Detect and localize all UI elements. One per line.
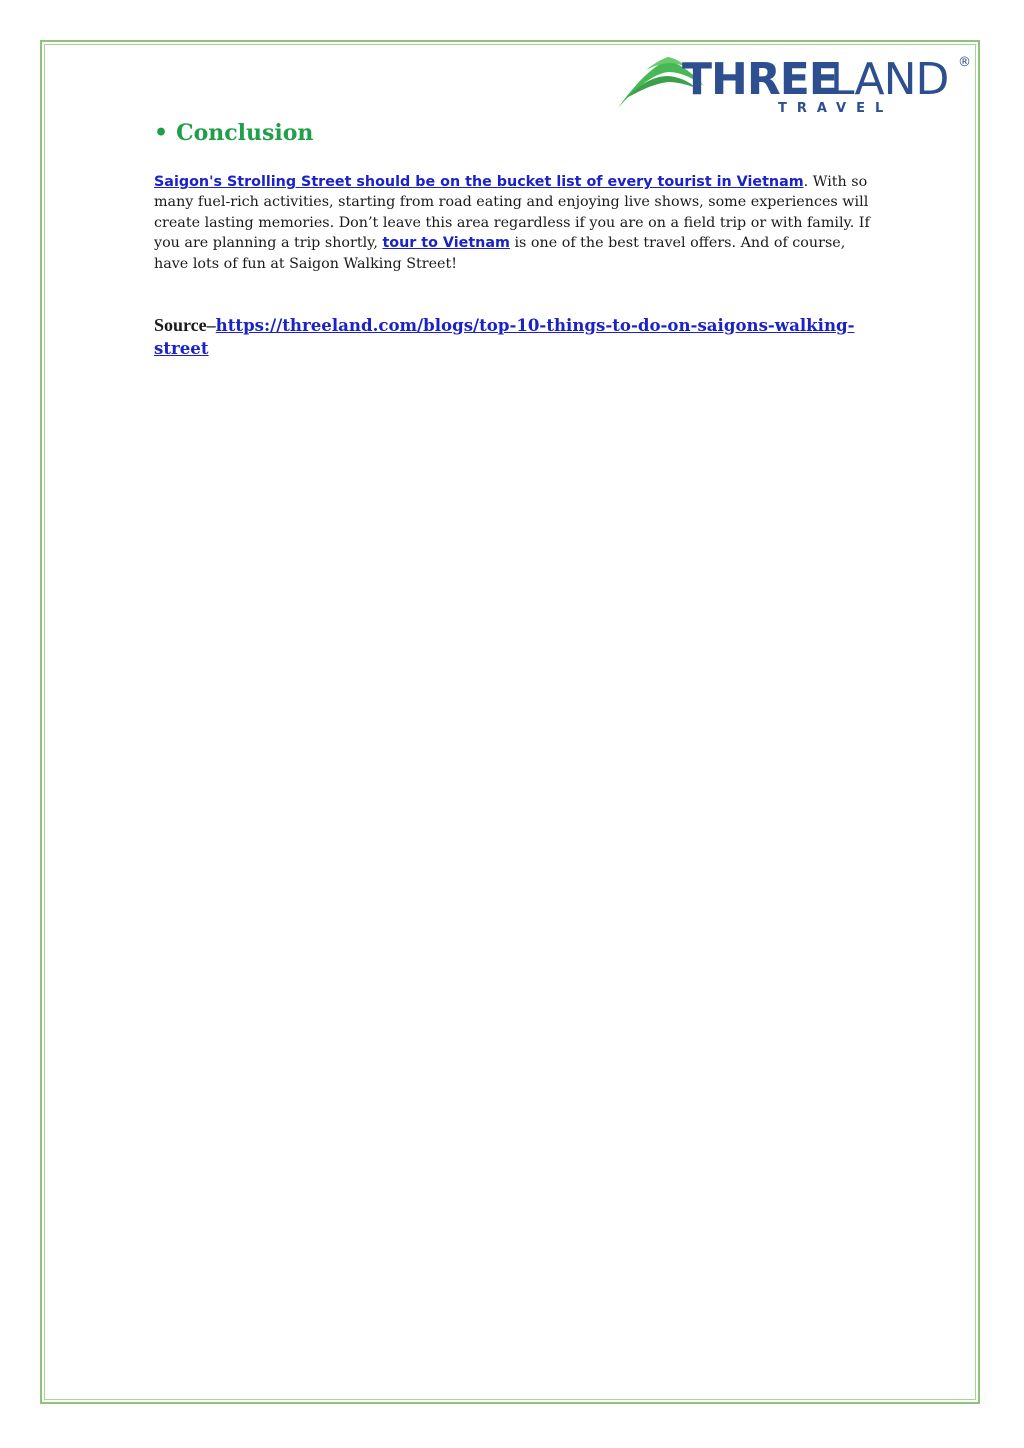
logo-brand-bold: THREE — [682, 54, 838, 105]
source-label: Source– — [154, 315, 216, 335]
source-line — [154, 314, 874, 360]
conclusion-paragraph — [154, 172, 870, 274]
paragraph-text-2: is one of the best travel offers. And of course, have lots of fun at Saigon Walking Street! — [154, 235, 846, 272]
heading-text: Conclusion — [176, 120, 314, 146]
logo-registered-mark: ® — [958, 55, 971, 70]
heading-bullet: • — [154, 120, 169, 146]
section-heading — [154, 120, 313, 146]
logo-tagline: TRAVEL — [778, 101, 894, 116]
tour-to-vietnam-link[interactable]: tour to Vietnam — [382, 235, 510, 252]
paragraph-text-1: . With so many fuel-rich activities, starting from road eating and enjoying live shows, some experiences will create lasting memories. Don’t leave this area regardless if you are on a field trip or with family. If you are planning a trip shortly, — [154, 174, 870, 252]
bucket-list-link[interactable]: Saigon's Strolling Street should be on the bucket list of every tourist in Vietnam — [154, 174, 804, 190]
source-url-link[interactable]: https://threeland.com/blogs/top-10-things-to-do-on-saigons-walking-street — [154, 315, 855, 358]
threeland-logo — [616, 52, 976, 116]
logo-brand-light: LAND — [830, 54, 949, 105]
